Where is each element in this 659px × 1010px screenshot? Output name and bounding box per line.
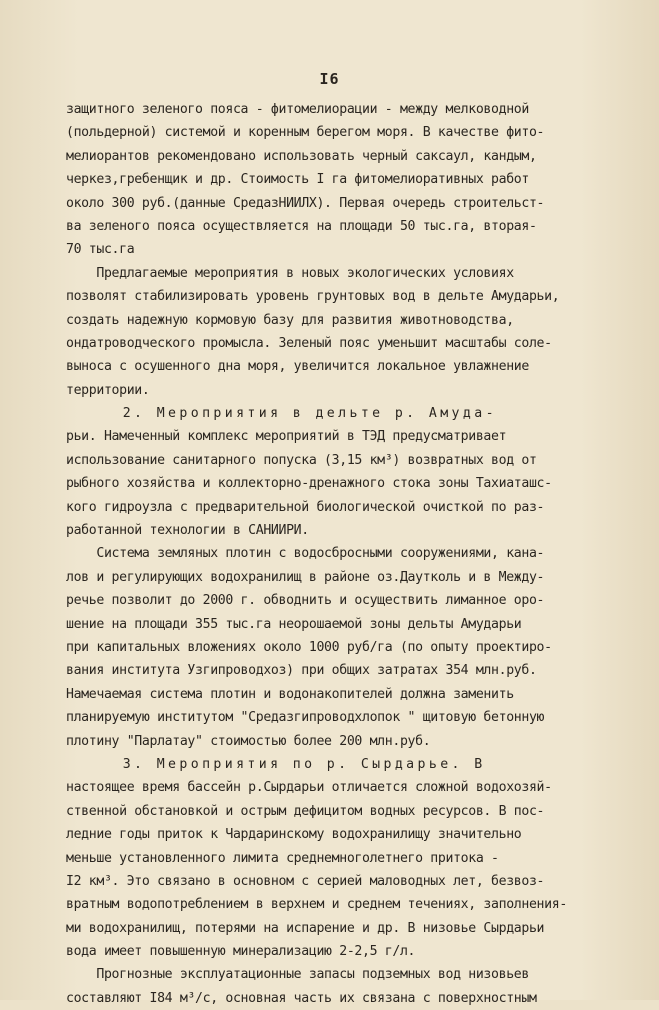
text-line: (польдерной) системой и коренным берегом моря. В качестве фито- — [66, 125, 545, 141]
text-line: кого гидроузла с предварительной биологической очисткой по раз- — [66, 499, 545, 515]
page-number: I6 — [319, 70, 340, 88]
body-text — [66, 98, 626, 1010]
text-line: вода имеет повышенную минерализацию 2-2,5 г/л. — [66, 944, 416, 960]
text-line: выноса с осушенного дна моря, увеличится локальное увлажнение — [66, 359, 529, 375]
text-line: ственной обстановкой и острым дефицитом водных ресурсов. В пос- — [66, 803, 545, 819]
text-line: Предлагаемые мероприятия в новых экологических условиях — [66, 265, 514, 281]
text-line: работанной технологии в САНИИРИ. — [66, 523, 309, 539]
text-line: меньше установленного лимита среднемноголетнего притока - — [66, 850, 499, 866]
text-line: ва зеленого пояса осуществляется на площади 50 тыс.га, вторая- — [66, 218, 537, 234]
text-line: рьи. Намеченный комплекс мероприятий в ТЭД предусматривает — [66, 429, 507, 445]
text-line: рыбного хозяйства и коллекторно-дренажного стока зоны Тахиаташс- — [66, 476, 552, 492]
text-line: вратным водопотреблением в верхнем и среднем течениях, заполнения- — [66, 897, 567, 913]
text-line: 70 тыс.га — [66, 242, 135, 258]
text-line: при капитальных вложениях около 1000 руб/га (по опыту проектиро- — [66, 639, 552, 655]
text-line: Намечаемая система плотин и водонакопителей должна заменить — [66, 686, 514, 702]
text-line: настоящее время бассейн р.Сырдарьи отличается сложной водохозяй- — [66, 780, 552, 796]
text-line: черкез,гребенщик и др. Стоимость I га фитомелиоративных работ — [66, 172, 529, 188]
section-heading-line: 3. Мероприятия по р. Сырдарье. В — [66, 756, 486, 772]
text-line: ледние годы приток к Чардаринскому водохранилищу значительно — [66, 827, 522, 843]
text-line: речье позволит до 2000 г. обводнить и осуществить лиманное оро- — [66, 593, 545, 609]
text-line: лов и регулирующих водохранилищ в районе оз.Даутколь и в Между- — [66, 569, 545, 585]
text-line: ондатроводческого промысла. Зеленый пояс уменьшит масштабы соле- — [66, 335, 552, 351]
section-heading-line: 2. Мероприятия в дельте р. Амуда- — [66, 406, 497, 422]
text-line: плотину "Парлатау" стоимостью более 200 млн.руб. — [66, 733, 431, 749]
text-line: I2 км³. Это связано в основном с серией маловодных лет, безвоз- — [66, 873, 545, 889]
text-line: Прогнозные эксплуатационные запасы подземных вод низовьев — [66, 967, 529, 983]
text-line: шение на площади 355 тыс.га неорошаемой зоны дельты Амударьи — [66, 616, 522, 632]
text-line: планируемую институтом "Средазгипроводхлопок " щитовую бетонную — [66, 710, 545, 726]
text-line: ми водохранилищ, потерями на испарение и др. В низовье Сырдарьи — [66, 920, 545, 936]
text-line: вания института Узгипроводхоз) при общих затратах 354 млн.руб. — [66, 663, 537, 679]
text-line: создать надежную кормовую базу для развития животноводства, — [66, 312, 514, 328]
text-line: защитного зеленого пояса - фитомелиорации - между мелководной — [66, 102, 529, 117]
text-line: использование санитарного попуска (3,15 км³) возвратных вод от — [66, 452, 537, 468]
text-line: около 300 руб.(данные СредазНИИЛХ). Первая очередь строительст- — [66, 195, 545, 211]
text-line: составляют I84 м³/с, основная часть их связана с поверхностным — [66, 990, 537, 1006]
text-line: территории. — [66, 382, 150, 398]
text-line: позволят стабилизировать уровень грунтовых вод в дельте Амударьи, — [66, 289, 560, 305]
text-line: мелиорантов рекомендовано использовать черный саксаул, кандым, — [66, 148, 537, 164]
text-line: Система земляных плотин с водосбросными сооружениями, кана- — [66, 546, 545, 562]
